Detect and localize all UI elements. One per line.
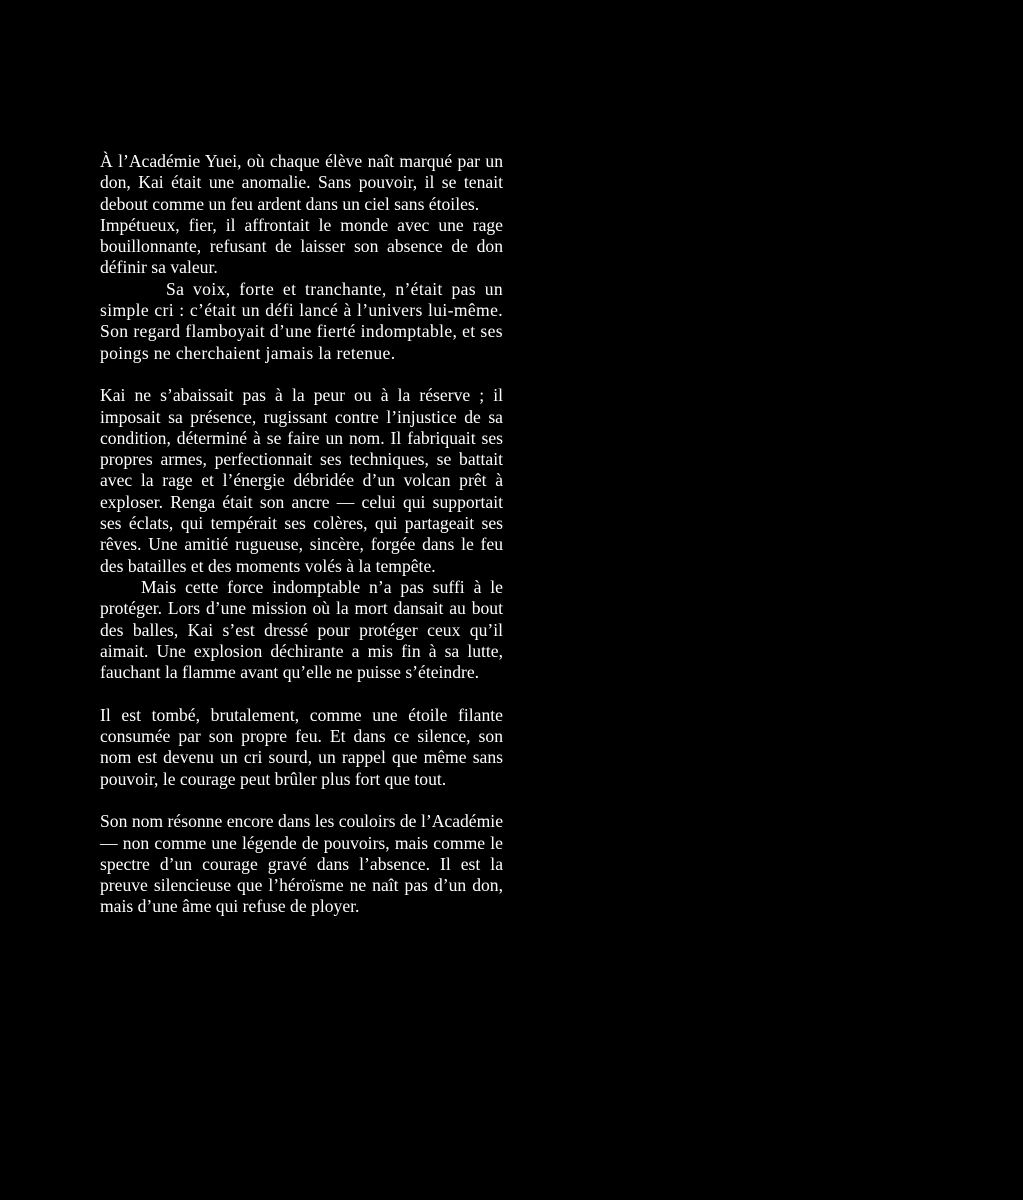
- paragraph-determination: Kai ne s’abaissait pas à la peur ou à la réserve ; il imposait sa présence, rugissant contre l’injustice de sa condition, déterminé à se faire un nom. Il fabriquait ses propres armes, perfectionnait ses techniques, se battait avec la rage et l’énergie débridée d’un volcan prêt à exploser. Renga était son ancre — celui qui supportait ses éclats, qui tempérait ses colères, qui partageait ses rêves. Une amitié rugueuse, sincère, forgée dans le feu des batailles et des moments volés à la tempête.: [100, 385, 503, 576]
- paragraph-temperament: Impétueux, fier, il affrontait le monde avec une rage bouillonnante, refusant de laisser son absence de don définir sa valeur.: [100, 214, 503, 278]
- paragraph-legacy: Son nom résonne encore dans les couloirs de l’Académie — non comme une légende de pouvoirs, mais comme le spectre d’un courage gravé dans l’absence. Il est la preuve silencieuse que l’héroïsme ne naît pas d’un don, mais d’une âme qui refuse de ployer.: [100, 811, 503, 917]
- paragraph-sacrifice: Mais cette force indomptable n’a pas suffi à le protéger. Lors d’une mission où la mort dansait au bout des balles, Kai s’est dressé pour protéger ceux qu’il aimait. Une explosion déchirante a mis fin à sa lutte, fauchant la flamme avant qu’elle ne puisse s’éteindre.: [100, 576, 503, 683]
- paragraph-voice: Sa voix, forte et tranchante, n’était pas un simple cri : c’était un défi lancé à l’univers lui-même. Son regard flamboyait d’une fierté indomptable, et ses poings ne cherchaient jamais la retenue.: [100, 278, 503, 363]
- paragraph-fall: Il est tombé, brutalement, comme une étoile filante consumée par son propre feu. Et dans ce silence, son nom est devenu un cri sourd, un rappel que même sans pouvoir, le courage peut brûler plus fort que tout.: [100, 704, 503, 789]
- story-text: [100, 151, 503, 918]
- paragraph-intro: À l’Académie Yuei, où chaque élève naît marqué par un don, Kai était une anomalie. Sans pouvoir, il se tenait debout comme un feu ardent dans un ciel sans étoiles.: [100, 151, 503, 214]
